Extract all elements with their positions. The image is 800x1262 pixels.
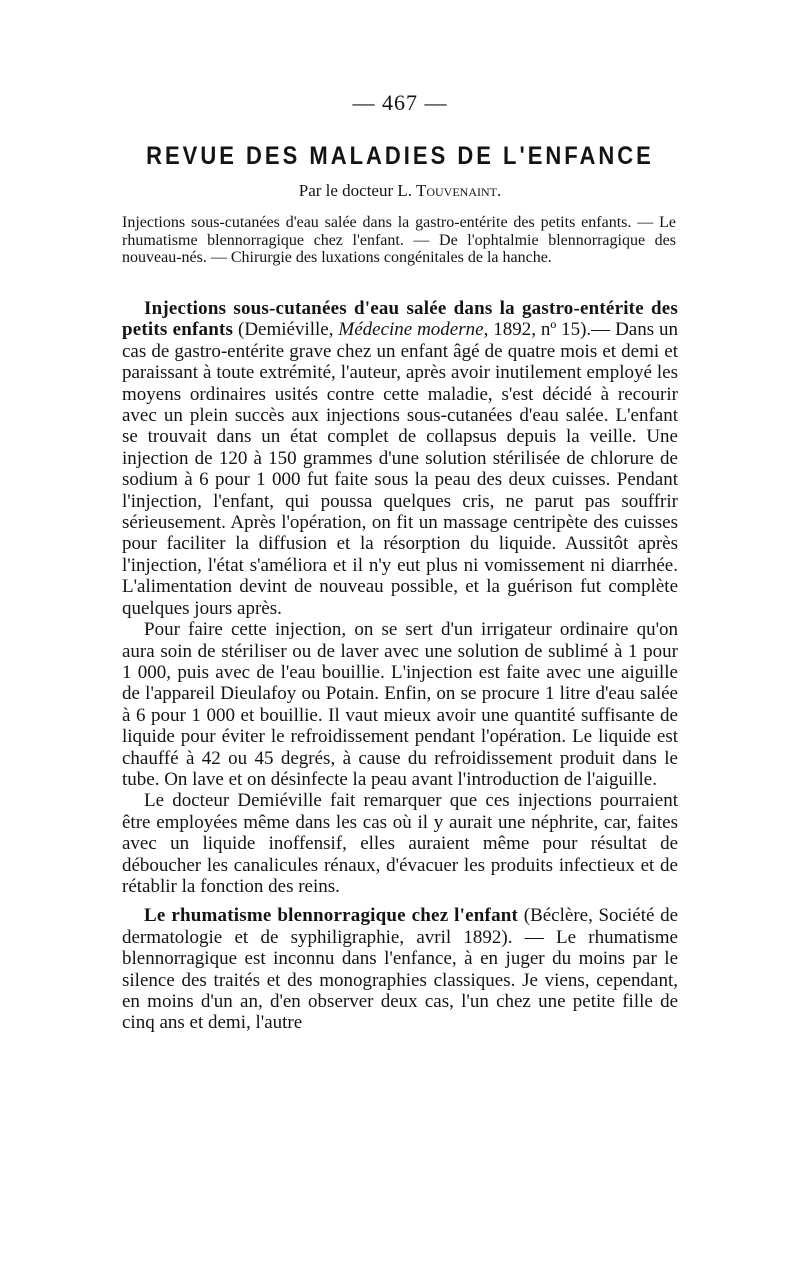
citation-beclere: (Béclère, Société de dermatologie et de syphiligraphie, avril 1892). — xyxy=(122,905,678,948)
paragraph-text: Le rhumatisme blennorragique est inconnu dans l'enfance, à en juger du moins par le silence des traités et des monographies classiques. Je viens, cependant, en moins d'un an, d'en observer deux cas, l'un chez une petite fille de cinq ans et demi, l'autre xyxy=(122,926,678,1034)
byline-author: L. Touvenaint. xyxy=(397,181,502,200)
section-heading-injections: Injections sous-cutanées d'eau salée dans la gastro-entérite des petits enfants xyxy=(122,298,678,341)
byline-prefix: Par le docteur xyxy=(298,181,394,200)
journal-title: REVUE DES MALADIES DE L'ENFANCE xyxy=(146,141,654,170)
citation-demieville-open: (Demiéville, xyxy=(233,319,339,341)
citation-demieville-close: , 1892, nº 15).— xyxy=(483,319,616,341)
article-body xyxy=(122,298,678,1034)
section-injections-paragraph-2: Pour faire cette injection, on se sert d'un irrigateur ordinaire qu'on aura soin de stériliser ou de laver avec une solution de sublimé à 1 pour 1 000, puis avec de l'eau bouillie. L'injection est faite avec une aiguille de l'appareil Dieulafoy ou Potain. Enfin, on se procure 1 litre d'eau salée à 6 pour 1 000 et bouillie. Il vaut mieux avoir une quantité suffisante de liquide pour éviter le refroidissement pendant l'opération. Le liquide est chauffé à 42 ou 45 degrés, à cause du refroidissement produit dans le tube. On lave et on désinfecte la peau avant l'introduction de l'aiguille. xyxy=(122,619,678,790)
summary-paragraph: Injections sous-cutanées d'eau salée dans la gastro-entérite des petits enfants. — Le rhumatisme blennorragique chez l'enfant. — De l'ophtalmie blennorragique des nouveau-nés. — Chirurgie des luxations congénitales de la hanche. xyxy=(122,214,676,266)
section-injections-paragraph-3: Le docteur Demiéville fait remarquer que ces injections pourraient être employées même dans les cas où il y aurait une néphrite, car, faites avec un liquide inoffensif, elles auraient même pour résultat de déboucher les canalicules rénaux, d'évacuer les produits infectieux et de rétablir la fonction des reins. xyxy=(122,790,678,897)
section-injections-paragraph-1 xyxy=(122,298,678,619)
section-rhumatisme-paragraph-1 xyxy=(122,905,678,1033)
byline xyxy=(0,181,800,201)
paragraph-text: Dans un cas de gastro-entérite grave chez un enfant âgé de quatre mois et demi et paraissant à toute extrémité, l'auteur, après avoir inutilement employé les moyens ordinaires usités contre cette maladie, s'est décidé à recourir avec un plein succès aux injections sous-cutanées d'eau salée. L'enfant se trouvait dans un état complet de collapsus depuis la veille. Une injection de 120 à 150 grammes d'une solution stérilisée de chlorure de sodium à 6 pour 1 000 fut faite sous la peau des deux cuisses. Pendant l'injection, l'enfant, qui poussa quelques cris, ne parut pas souffrir sérieusement. Après l'opération, on fit un massage centripète des cuisses pour faciliter la diffusion et la résorption du liquide. Aussitôt après l'injection, l'état s'améliora et il n'y eut plus ni vomissement ni diarrhée. L'alimentation devint de nouveau possible, et la guérison fut complète quelques jours après. xyxy=(122,319,678,619)
section-heading-rhumatisme: Le rhumatisme blennorragique chez l'enfant xyxy=(144,905,519,927)
citation-demieville-journal: Médecine moderne xyxy=(338,319,484,341)
page-number: — 467 — xyxy=(352,90,448,115)
